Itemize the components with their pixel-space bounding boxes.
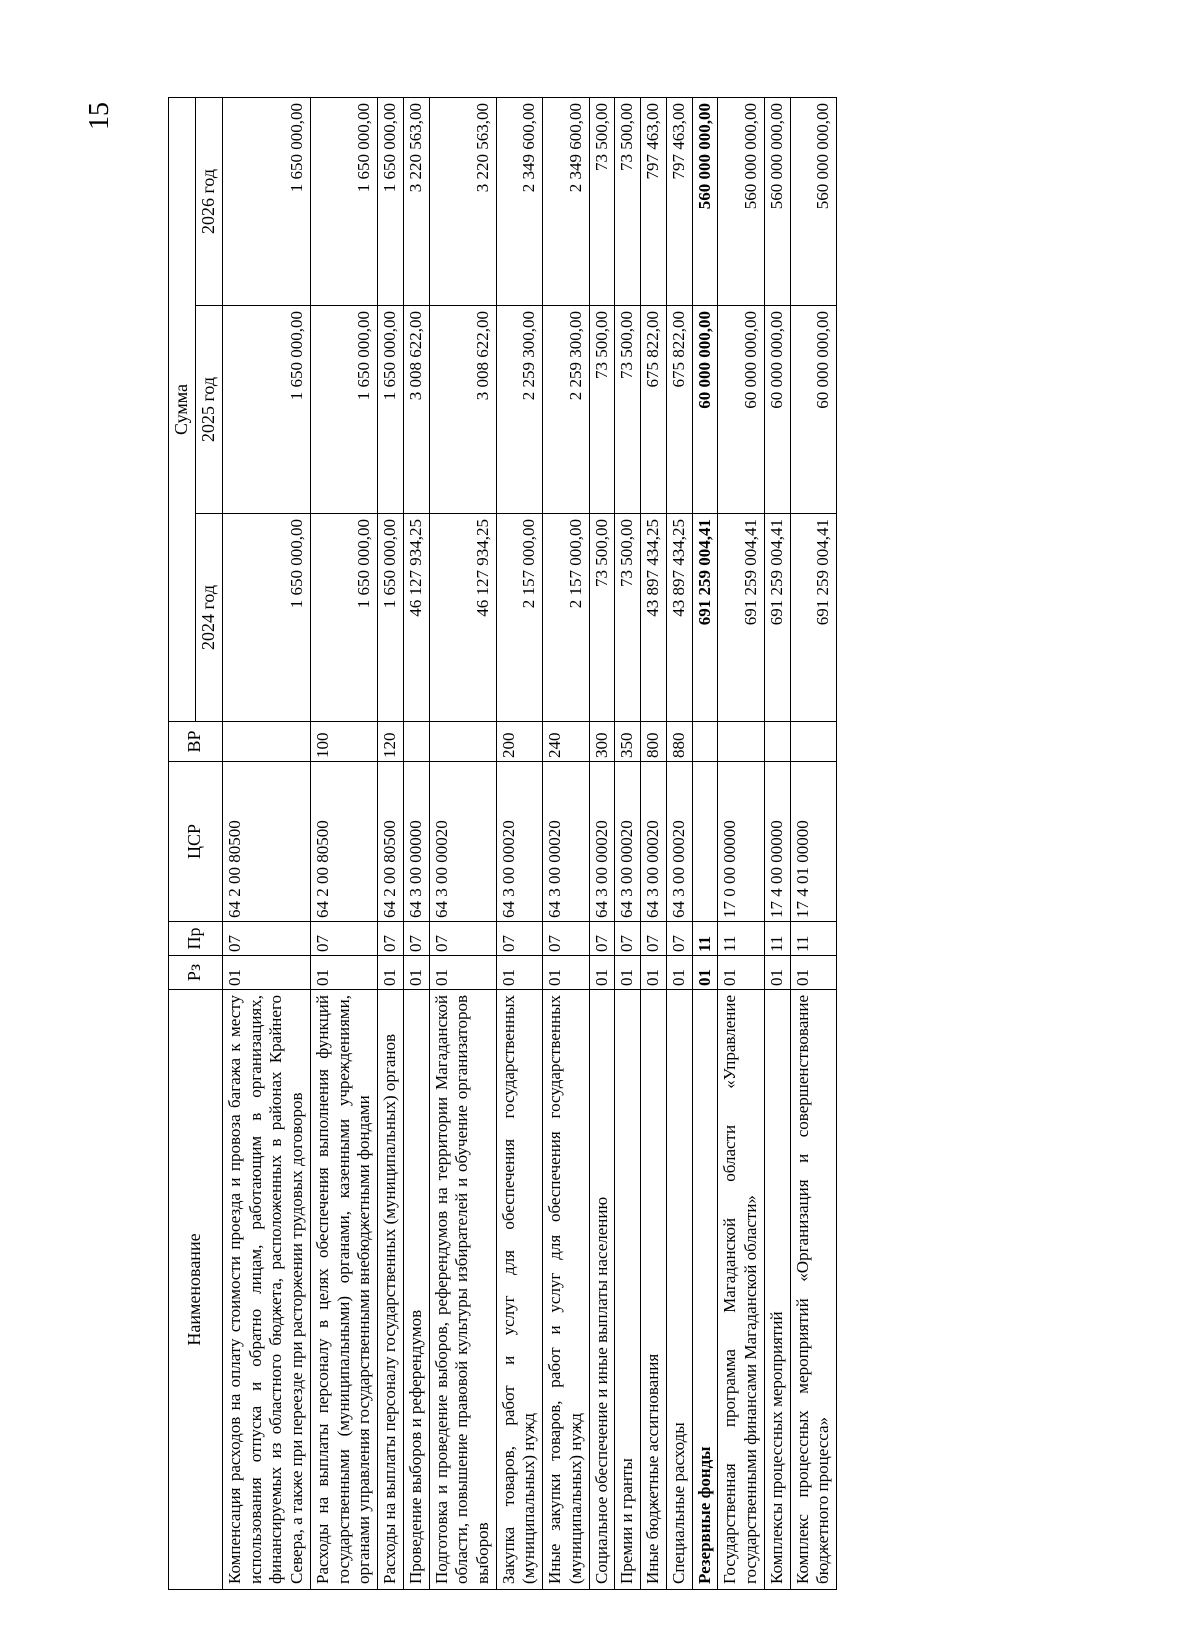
row-pr-cell: 07 [403, 922, 429, 956]
row-name-cell: Резервные фонды [692, 990, 718, 1590]
row-2026-cell: 1 650 000,00 [310, 98, 377, 306]
row-rz-cell: 01 [378, 956, 404, 990]
row-pr-cell: 11 [764, 922, 790, 956]
row-pr-cell: 11 [790, 922, 836, 956]
row-vr-cell: 350 [615, 722, 641, 762]
row-rz-cell: 01 [589, 956, 615, 990]
row-name-cell: Премии и гранты [615, 990, 641, 1590]
row-name-cell: Расходы на выплаты персоналу государственных (муниципальных) органов [378, 990, 404, 1590]
header-pr: Пр [169, 922, 223, 956]
header-name: Наименование [169, 990, 223, 1590]
row-csr-cell: 64 3 00 00020 [589, 762, 615, 922]
header-csr: ЦСР [169, 762, 223, 922]
header-2024: 2024 год [195, 514, 222, 722]
row-name-cell: Государственная программа Магаданской области «Управление государственными финансами Магаданской области» [718, 990, 764, 1590]
row-csr-cell [692, 762, 718, 922]
row-2026-cell: 1 650 000,00 [222, 98, 310, 306]
header-sum: Сумма [169, 98, 196, 722]
row-2025-cell: 60 000 000,00 [692, 306, 718, 514]
table-body [222, 98, 836, 1590]
row-vr-cell [718, 722, 764, 762]
row-csr-cell: 64 3 00 00000 [403, 762, 429, 922]
row-2025-cell: 2 259 300,00 [543, 306, 589, 514]
table-row [615, 98, 641, 1590]
table-row [692, 98, 718, 1590]
row-rz-cell: 01 [496, 956, 542, 990]
row-vr-cell [692, 722, 718, 762]
row-2026-cell: 560 000 000,00 [692, 98, 718, 306]
table-row [589, 98, 615, 1590]
header-2025: 2025 год [195, 306, 222, 514]
row-2026-cell: 797 463,00 [641, 98, 667, 306]
row-2026-cell: 797 463,00 [666, 98, 692, 306]
row-rz-cell: 01 [310, 956, 377, 990]
row-2026-cell: 73 500,00 [615, 98, 641, 306]
row-pr-cell: 07 [222, 922, 310, 956]
table-row [429, 98, 496, 1590]
budget-table-container [168, 100, 1028, 1590]
row-2026-cell: 560 000 000,00 [790, 98, 836, 306]
row-rz-cell: 01 [615, 956, 641, 990]
row-vr-cell: 800 [641, 722, 667, 762]
row-2024-cell: 46 127 934,25 [429, 514, 496, 722]
row-2026-cell: 560 000 000,00 [764, 98, 790, 306]
row-rz-cell: 01 [666, 956, 692, 990]
row-name-cell: Расходы на выплаты персоналу в целях обеспечения выполнения функций государственными (муниципальными) органами, казенными учреждениями, органами управления государственными внебюджетными фондами [310, 990, 377, 1590]
row-vr-cell: 300 [589, 722, 615, 762]
row-name-cell: Комплекс процессных мероприятий «Организация и совершенствование бюджетного процесса» [790, 990, 836, 1590]
row-2025-cell: 73 500,00 [615, 306, 641, 514]
row-2024-cell: 73 500,00 [589, 514, 615, 722]
row-2026-cell: 560 000 000,00 [718, 98, 764, 306]
row-name-cell: Проведение выборов и референдумов [403, 990, 429, 1590]
table-row [764, 98, 790, 1590]
table-row [718, 98, 764, 1590]
row-vr-cell: 200 [496, 722, 542, 762]
row-name-cell: Специальные расходы [666, 990, 692, 1590]
row-csr-cell: 17 4 00 00000 [764, 762, 790, 922]
row-csr-cell: 64 3 00 00020 [429, 762, 496, 922]
row-vr-cell: 880 [666, 722, 692, 762]
row-name-cell: Иные закупки товаров, работ и услуг для обеспечения государственных (муниципальных) нужд [543, 990, 589, 1590]
row-vr-cell [429, 722, 496, 762]
row-2026-cell: 2 349 600,00 [496, 98, 542, 306]
row-csr-cell: 64 3 00 00020 [666, 762, 692, 922]
row-2026-cell: 1 650 000,00 [378, 98, 404, 306]
row-2024-cell: 43 897 434,25 [641, 514, 667, 722]
row-2025-cell: 60 000 000,00 [718, 306, 764, 514]
row-csr-cell: 64 2 00 80500 [222, 762, 310, 922]
row-2025-cell: 73 500,00 [589, 306, 615, 514]
row-pr-cell: 11 [692, 922, 718, 956]
row-vr-cell [222, 722, 310, 762]
table-row [641, 98, 667, 1590]
row-pr-cell: 07 [310, 922, 377, 956]
row-2024-cell: 43 897 434,25 [666, 514, 692, 722]
row-pr-cell: 07 [666, 922, 692, 956]
row-2024-cell: 1 650 000,00 [378, 514, 404, 722]
table-row [310, 98, 377, 1590]
row-pr-cell: 07 [378, 922, 404, 956]
row-2025-cell: 1 650 000,00 [378, 306, 404, 514]
row-2026-cell: 73 500,00 [589, 98, 615, 306]
row-csr-cell: 64 3 00 00020 [641, 762, 667, 922]
row-2024-cell: 691 259 004,41 [790, 514, 836, 722]
row-2024-cell: 2 157 000,00 [496, 514, 542, 722]
row-2025-cell: 60 000 000,00 [790, 306, 836, 514]
row-rz-cell: 01 [429, 956, 496, 990]
row-csr-cell: 17 0 00 00000 [718, 762, 764, 922]
row-2025-cell: 675 822,00 [666, 306, 692, 514]
row-name-cell: Социальное обеспечение и иные выплаты населению [589, 990, 615, 1590]
row-vr-cell [790, 722, 836, 762]
row-name-cell: Компенсация расходов на оплату стоимости проезда и провоза багажа к месту использования отпуска и обратно лицам, работающим в организациях, финансируемых из областного бюджета, расположенных в районах Крайнего Севера, а также при переезде при расторжении трудовых договоров [222, 990, 310, 1590]
header-vr: ВР [169, 722, 223, 762]
row-rz-cell: 01 [692, 956, 718, 990]
row-2026-cell: 2 349 600,00 [543, 98, 589, 306]
table-row [666, 98, 692, 1590]
row-pr-cell: 07 [589, 922, 615, 956]
row-2025-cell: 1 650 000,00 [310, 306, 377, 514]
table-row [378, 98, 404, 1590]
row-vr-cell [403, 722, 429, 762]
row-2026-cell: 3 220 563,00 [429, 98, 496, 306]
row-csr-cell: 17 4 01 00000 [790, 762, 836, 922]
table-row [543, 98, 589, 1590]
row-name-cell: Иные бюджетные ассигнования [641, 990, 667, 1590]
table-row [403, 98, 429, 1590]
table-row [222, 98, 310, 1590]
header-2026: 2026 год [195, 98, 222, 306]
row-2024-cell: 46 127 934,25 [403, 514, 429, 722]
row-pr-cell: 07 [543, 922, 589, 956]
row-2025-cell: 675 822,00 [641, 306, 667, 514]
row-csr-cell: 64 3 00 00020 [615, 762, 641, 922]
row-2025-cell: 3 008 622,00 [429, 306, 496, 514]
budget-table [168, 97, 837, 1590]
row-vr-cell: 120 [378, 722, 404, 762]
row-2026-cell: 3 220 563,00 [403, 98, 429, 306]
table-row [790, 98, 836, 1590]
row-2024-cell: 691 259 004,41 [692, 514, 718, 722]
row-csr-cell: 64 2 00 80500 [378, 762, 404, 922]
row-name-cell: Подготовка и проведение выборов, референдумов на территории Магаданской области, повышение правовой культуры избирателей и обучение организаторов выборов [429, 990, 496, 1590]
row-pr-cell: 11 [718, 922, 764, 956]
row-name-cell: Закупка товаров, работ и услуг для обеспечения государственных (муниципальных) нужд [496, 990, 542, 1590]
row-csr-cell: 64 3 00 00020 [496, 762, 542, 922]
row-rz-cell: 01 [718, 956, 764, 990]
row-2024-cell: 1 650 000,00 [310, 514, 377, 722]
row-name-cell: Комплексы процессных мероприятий [764, 990, 790, 1590]
row-2025-cell: 3 008 622,00 [403, 306, 429, 514]
row-rz-cell: 01 [222, 956, 310, 990]
row-rz-cell: 01 [790, 956, 836, 990]
row-vr-cell: 240 [543, 722, 589, 762]
row-2024-cell: 2 157 000,00 [543, 514, 589, 722]
row-vr-cell: 100 [310, 722, 377, 762]
row-2025-cell: 1 650 000,00 [222, 306, 310, 514]
row-2024-cell: 691 259 004,41 [718, 514, 764, 722]
table-row [496, 98, 542, 1590]
row-2025-cell: 60 000 000,00 [764, 306, 790, 514]
row-2024-cell: 691 259 004,41 [764, 514, 790, 722]
row-rz-cell: 01 [641, 956, 667, 990]
row-rz-cell: 01 [403, 956, 429, 990]
header-row [169, 98, 196, 1590]
row-pr-cell: 07 [641, 922, 667, 956]
row-pr-cell: 07 [615, 922, 641, 956]
row-2024-cell: 1 650 000,00 [222, 514, 310, 722]
row-csr-cell: 64 2 00 80500 [310, 762, 377, 922]
row-2025-cell: 2 259 300,00 [496, 306, 542, 514]
row-pr-cell: 07 [496, 922, 542, 956]
header-rz: Рз [169, 956, 223, 990]
row-pr-cell: 07 [429, 922, 496, 956]
row-vr-cell [764, 722, 790, 762]
page-number: 15 [84, 102, 115, 130]
row-rz-cell: 01 [543, 956, 589, 990]
row-2024-cell: 73 500,00 [615, 514, 641, 722]
row-rz-cell: 01 [764, 956, 790, 990]
row-csr-cell: 64 3 00 00020 [543, 762, 589, 922]
